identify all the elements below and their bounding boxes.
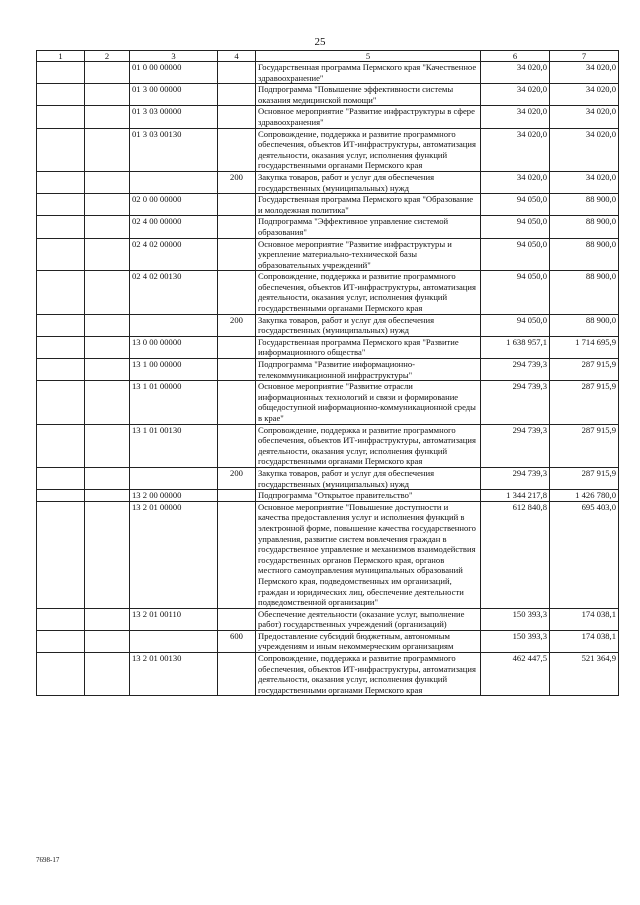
- column-header: 2: [85, 51, 130, 62]
- table-row: [37, 271, 619, 314]
- amount-2019-cell: 287 915,9: [550, 424, 619, 467]
- expense-type-cell: [218, 62, 256, 84]
- empty-cell: [85, 314, 130, 336]
- empty-cell: [85, 424, 130, 467]
- amount-2019-cell: 88 900,0: [550, 314, 619, 336]
- empty-cell: [85, 194, 130, 216]
- name-cell: Подпрограмма "Эффективное управление системой образования": [256, 216, 481, 238]
- amount-2019-cell: 34 020,0: [550, 84, 619, 106]
- code-cell: 02 4 00 00000: [130, 216, 218, 238]
- table-row: [37, 84, 619, 106]
- amount-2019-cell: 34 020,0: [550, 62, 619, 84]
- expense-type-cell: [218, 336, 256, 358]
- amount-2018-cell: 34 020,0: [481, 106, 550, 128]
- empty-cell: [37, 381, 85, 424]
- empty-cell: [85, 359, 130, 381]
- table-row: [37, 62, 619, 84]
- amount-2018-cell: 34 020,0: [481, 128, 550, 171]
- code-cell: 13 2 01 00110: [130, 608, 218, 630]
- name-cell: Закупка товаров, работ и услуг для обеспечения государственных (муниципальных) нужд: [256, 171, 481, 193]
- expense-type-cell: 200: [218, 314, 256, 336]
- table-row: [37, 381, 619, 424]
- column-header: 5: [256, 51, 481, 62]
- empty-cell: [85, 467, 130, 489]
- empty-cell: [85, 171, 130, 193]
- empty-cell: [37, 490, 85, 502]
- name-cell: Сопровождение, поддержка и развитие программного обеспечения, объектов ИТ-инфраструктуры, автоматизация деятельности, оказания услуг, исполнения функций государственными органами Пермского края: [256, 424, 481, 467]
- name-cell: Сопровождение, поддержка и развитие программного обеспечения, объектов ИТ-инфраструктуры, автоматизация деятельности, оказания услуг, исполнения функций государственными органами Пермского края: [256, 653, 481, 696]
- amount-2019-cell: 521 364,9: [550, 653, 619, 696]
- empty-cell: [37, 314, 85, 336]
- empty-cell: [85, 128, 130, 171]
- amount-2018-cell: 1 638 957,1: [481, 336, 550, 358]
- empty-cell: [85, 62, 130, 84]
- expense-type-cell: [218, 106, 256, 128]
- expense-type-cell: 200: [218, 467, 256, 489]
- empty-cell: [85, 608, 130, 630]
- amount-2019-cell: 1 426 780,0: [550, 490, 619, 502]
- code-cell: 13 2 01 00000: [130, 501, 218, 608]
- table-row: [37, 128, 619, 171]
- expense-type-cell: [218, 194, 256, 216]
- empty-cell: [37, 424, 85, 467]
- empty-cell: [85, 490, 130, 502]
- amount-2019-cell: 34 020,0: [550, 128, 619, 171]
- amount-2018-cell: 34 020,0: [481, 171, 550, 193]
- expense-type-cell: [218, 424, 256, 467]
- expense-type-cell: [218, 608, 256, 630]
- table-row: [37, 501, 619, 608]
- code-cell: 02 4 02 00130: [130, 271, 218, 314]
- table-row: [37, 424, 619, 467]
- amount-2018-cell: 34 020,0: [481, 84, 550, 106]
- code-cell: 13 0 00 00000: [130, 336, 218, 358]
- table-row: [37, 630, 619, 652]
- expense-type-cell: 600: [218, 630, 256, 652]
- expense-type-cell: 200: [218, 171, 256, 193]
- amount-2018-cell: 94 050,0: [481, 216, 550, 238]
- code-cell: 02 0 00 00000: [130, 194, 218, 216]
- code-cell: [130, 314, 218, 336]
- amount-2018-cell: 94 050,0: [481, 194, 550, 216]
- empty-cell: [85, 336, 130, 358]
- empty-cell: [37, 238, 85, 271]
- amount-2019-cell: 88 900,0: [550, 216, 619, 238]
- empty-cell: [85, 381, 130, 424]
- name-cell: Подпрограмма "Развитие информационно-телекоммуникационной инфраструктуры": [256, 359, 481, 381]
- column-header: 1: [37, 51, 85, 62]
- name-cell: Основное мероприятие "Развитие инфраструктуры и укрепление материально-технической базы образовательных учреждений": [256, 238, 481, 271]
- table-row: [37, 608, 619, 630]
- table-row: [37, 314, 619, 336]
- amount-2018-cell: 294 739,3: [481, 424, 550, 467]
- amount-2019-cell: 287 915,9: [550, 381, 619, 424]
- name-cell: Основное мероприятие "Повышение доступности и качества предоставления услуг и исполнения функций в электронной форме, повышение качества государственного управления, развитие систем вовлечения граждан в государственное управление и механизмов взаимодействия государственных органов Пермского края, органов местного самоуправления муниципальных образований Пермского края, подведомственных им организаций, граждан и юридических лиц, обеспечение деятельности подведомственной организации": [256, 501, 481, 608]
- amount-2018-cell: 150 393,3: [481, 630, 550, 652]
- empty-cell: [37, 271, 85, 314]
- empty-cell: [37, 62, 85, 84]
- empty-cell: [37, 194, 85, 216]
- amount-2018-cell: 294 739,3: [481, 381, 550, 424]
- empty-cell: [37, 501, 85, 608]
- column-header: 3: [130, 51, 218, 62]
- page-number: 25: [314, 36, 326, 48]
- empty-cell: [37, 653, 85, 696]
- column-number-row: [37, 51, 619, 62]
- empty-cell: [37, 630, 85, 652]
- code-cell: 13 1 01 00000: [130, 381, 218, 424]
- amount-2018-cell: 94 050,0: [481, 238, 550, 271]
- footer-code: 7698-17: [36, 856, 60, 864]
- empty-cell: [85, 106, 130, 128]
- code-cell: 01 3 03 00130: [130, 128, 218, 171]
- table-row: [37, 106, 619, 128]
- table-row: [37, 171, 619, 193]
- code-cell: 02 4 02 00000: [130, 238, 218, 271]
- empty-cell: [37, 106, 85, 128]
- amount-2019-cell: 34 020,0: [550, 171, 619, 193]
- amount-2018-cell: 294 739,3: [481, 359, 550, 381]
- table-row: [37, 653, 619, 696]
- table-row: [37, 467, 619, 489]
- amount-2018-cell: 34 020,0: [481, 62, 550, 84]
- name-cell: Обеспечение деятельности (оказание услуг, выполнение работ) государственных учреждений (организаций): [256, 608, 481, 630]
- name-cell: Государственная программа Пермского края "Образование и молодежная политика": [256, 194, 481, 216]
- expense-type-cell: [218, 128, 256, 171]
- amount-2019-cell: 1 714 695,9: [550, 336, 619, 358]
- empty-cell: [37, 467, 85, 489]
- amount-2018-cell: 294 739,3: [481, 467, 550, 489]
- code-cell: 13 2 01 00130: [130, 653, 218, 696]
- name-cell: Закупка товаров, работ и услуг для обеспечения государственных (муниципальных) нужд: [256, 467, 481, 489]
- empty-cell: [37, 171, 85, 193]
- amount-2019-cell: 174 038,1: [550, 630, 619, 652]
- name-cell: Основное мероприятие "Развитие отрасли информационных технологий и связи и формирование общедоступной информационно-коммуникационной среды в крае": [256, 381, 481, 424]
- empty-cell: [85, 501, 130, 608]
- name-cell: Закупка товаров, работ и услуг для обеспечения государственных (муниципальных) нужд: [256, 314, 481, 336]
- column-header: 4: [218, 51, 256, 62]
- amount-2019-cell: 88 900,0: [550, 271, 619, 314]
- budget-table: [36, 50, 619, 696]
- empty-cell: [37, 336, 85, 358]
- empty-cell: [85, 653, 130, 696]
- code-cell: [130, 171, 218, 193]
- amount-2019-cell: 287 915,9: [550, 467, 619, 489]
- empty-cell: [85, 84, 130, 106]
- amount-2018-cell: 612 840,8: [481, 501, 550, 608]
- code-cell: 01 0 00 00000: [130, 62, 218, 84]
- code-cell: 01 3 00 00000: [130, 84, 218, 106]
- name-cell: Основное мероприятие "Развитие инфраструктуры в сфере здравоохранения": [256, 106, 481, 128]
- empty-cell: [37, 128, 85, 171]
- code-cell: 13 1 00 00000: [130, 359, 218, 381]
- table-row: [37, 238, 619, 271]
- expense-type-cell: [218, 381, 256, 424]
- empty-cell: [37, 359, 85, 381]
- table-row: [37, 336, 619, 358]
- amount-2019-cell: 88 900,0: [550, 194, 619, 216]
- table-row: [37, 490, 619, 502]
- amount-2018-cell: 1 344 217,8: [481, 490, 550, 502]
- code-cell: 13 2 00 00000: [130, 490, 218, 502]
- code-cell: 01 3 03 00000: [130, 106, 218, 128]
- name-cell: Государственная программа Пермского края "Качественное здравоохранение": [256, 62, 481, 84]
- table-row: [37, 194, 619, 216]
- code-cell: [130, 630, 218, 652]
- expense-type-cell: [218, 490, 256, 502]
- name-cell: Предоставление субсидий бюджетным, автономным учреждениям и иным некоммерческим организациям: [256, 630, 481, 652]
- amount-2018-cell: 150 393,3: [481, 608, 550, 630]
- amount-2019-cell: 695 403,0: [550, 501, 619, 608]
- expense-type-cell: [218, 359, 256, 381]
- empty-cell: [37, 608, 85, 630]
- expense-type-cell: [218, 271, 256, 314]
- amount-2019-cell: 88 900,0: [550, 238, 619, 271]
- empty-cell: [37, 84, 85, 106]
- amount-2019-cell: 287 915,9: [550, 359, 619, 381]
- expense-type-cell: [218, 238, 256, 271]
- empty-cell: [85, 271, 130, 314]
- name-cell: Сопровождение, поддержка и развитие программного обеспечения, объектов ИТ-инфраструктуры, автоматизация деятельности, оказания услуг, исполнения функций государственными органами Пермского края: [256, 271, 481, 314]
- name-cell: Подпрограмма "Открытое правительство": [256, 490, 481, 502]
- amount-2019-cell: 174 038,1: [550, 608, 619, 630]
- amount-2018-cell: 94 050,0: [481, 314, 550, 336]
- amount-2018-cell: 462 447,5: [481, 653, 550, 696]
- table-row: [37, 216, 619, 238]
- amount-2019-cell: 34 020,0: [550, 106, 619, 128]
- name-cell: Подпрограмма "Повышение эффективности системы оказания медицинской помощи": [256, 84, 481, 106]
- empty-cell: [37, 216, 85, 238]
- expense-type-cell: [218, 501, 256, 608]
- code-cell: [130, 467, 218, 489]
- column-header: 7: [550, 51, 619, 62]
- column-header: 6: [481, 51, 550, 62]
- empty-cell: [85, 238, 130, 271]
- name-cell: Сопровождение, поддержка и развитие программного обеспечения, объектов ИТ-инфраструктуры, автоматизация деятельности, оказания услуг, исполнения функций государственными органами Пермского края: [256, 128, 481, 171]
- expense-type-cell: [218, 216, 256, 238]
- expense-type-cell: [218, 653, 256, 696]
- empty-cell: [85, 630, 130, 652]
- code-cell: 13 1 01 00130: [130, 424, 218, 467]
- amount-2018-cell: 94 050,0: [481, 271, 550, 314]
- expense-type-cell: [218, 84, 256, 106]
- table-row: [37, 359, 619, 381]
- name-cell: Государственная программа Пермского края "Развитие информационного общества": [256, 336, 481, 358]
- empty-cell: [85, 216, 130, 238]
